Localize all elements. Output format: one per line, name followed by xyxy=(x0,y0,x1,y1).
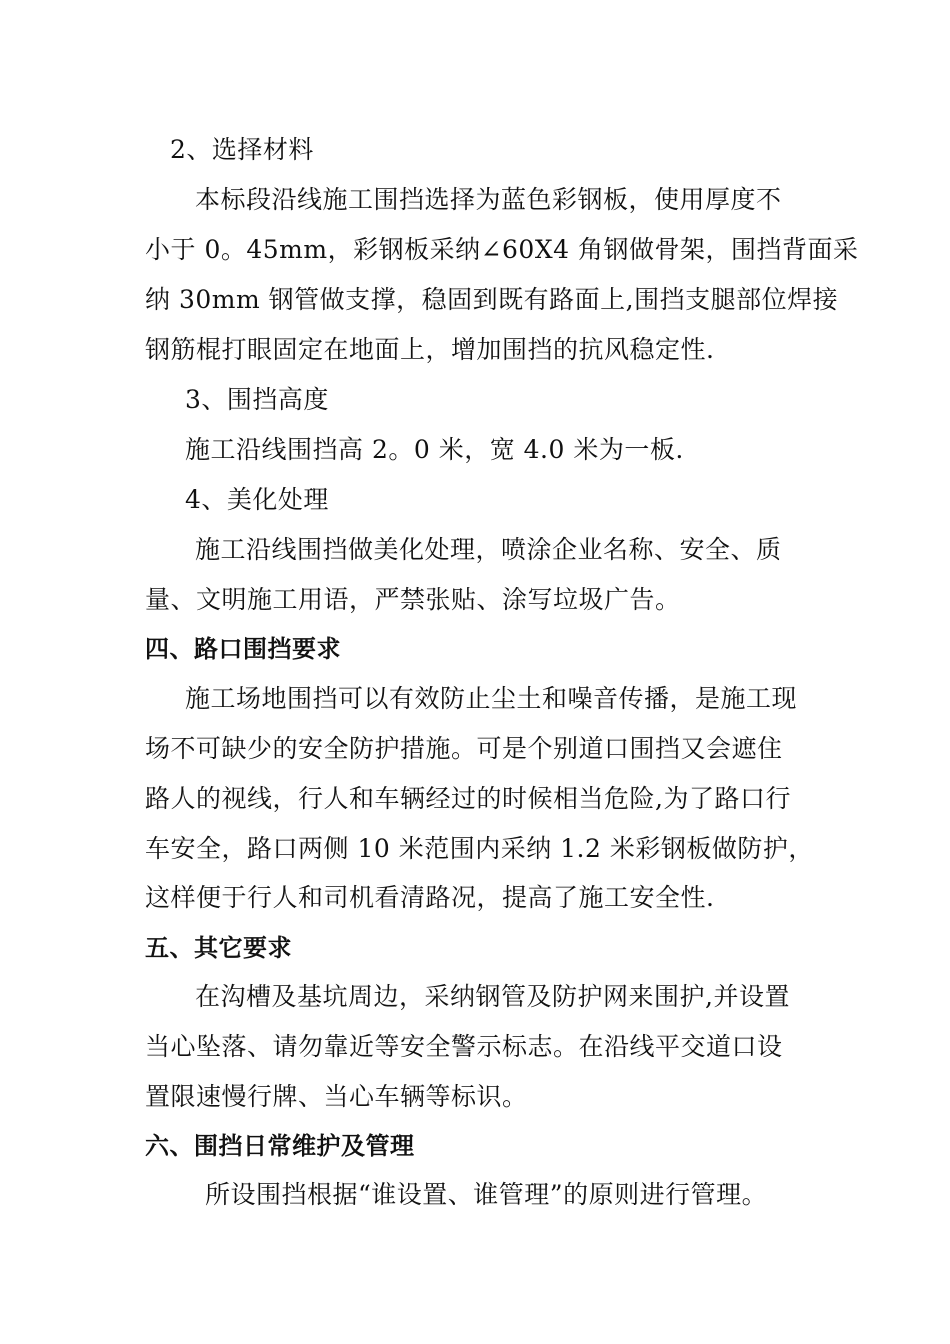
paragraph-line: 施工沿线围挡做美化处理，喷涂企业名称、安全、质 xyxy=(195,535,782,564)
paragraph-line: 路人的视线，行人和车辆经过的时候相当危险,为了路口行 xyxy=(145,784,791,813)
paragraph-line: 在沟槽及基坑周边，采纳钢管及防护网来围护,并设置 xyxy=(195,982,790,1011)
paragraph-line: 所设围挡根据“谁设置、谁管理”的原则进行管理。 xyxy=(205,1180,768,1209)
paragraph-line: 施工场地围挡可以有效防止尘土和噪音传播，是施工现 xyxy=(185,684,798,713)
section-heading-daily-maintenance: 六、围挡日常维护及管理 xyxy=(145,1132,415,1160)
subheading-fence-height: 3、围挡高度 xyxy=(185,385,329,414)
paragraph-line: 置限速慢行牌、当心车辆等标识。 xyxy=(145,1082,528,1111)
paragraph-line: 纳 30mm 钢管做支撑，稳固到既有路面上,围挡支腿部位焊接 xyxy=(145,285,839,314)
paragraph-line: 小于 0。45mm，彩钢板采纳∠60X4 角钢做骨架，围挡背面采 xyxy=(145,235,859,264)
paragraph-line: 这样便于行人和司机看清路况，提高了施工安全性. xyxy=(145,883,715,912)
section-heading-intersection-fence: 四、路口围挡要求 xyxy=(145,635,341,663)
section-heading-other-requirements: 五、其它要求 xyxy=(145,934,292,962)
paragraph-line: 场不可缺少的安全防护措施。可是个别道口围挡又会遮住 xyxy=(145,734,783,763)
paragraph-line: 量、文明施工用语，严禁张贴、涂写垃圾广告。 xyxy=(145,585,681,614)
paragraph-line: 当心坠落、请勿靠近等安全警示标志。在沿线平交道口设 xyxy=(145,1032,783,1061)
subheading-beautification: 4、美化处理 xyxy=(185,485,329,514)
paragraph-line: 车安全，路口两侧 10 米范围内采纳 1.2 米彩钢板做防护， xyxy=(145,834,814,863)
paragraph-line: 钢筋棍打眼固定在地面上，增加围挡的抗风稳定性. xyxy=(145,335,715,364)
subheading-select-materials: 2、选择材料 xyxy=(170,135,314,164)
paragraph-line: 本标段沿线施工围挡选择为蓝色彩钢板，使用厚度不 xyxy=(195,185,782,214)
paragraph-line: 施工沿线围挡高 2。0 米，宽 4.0 米为一板. xyxy=(185,435,684,464)
